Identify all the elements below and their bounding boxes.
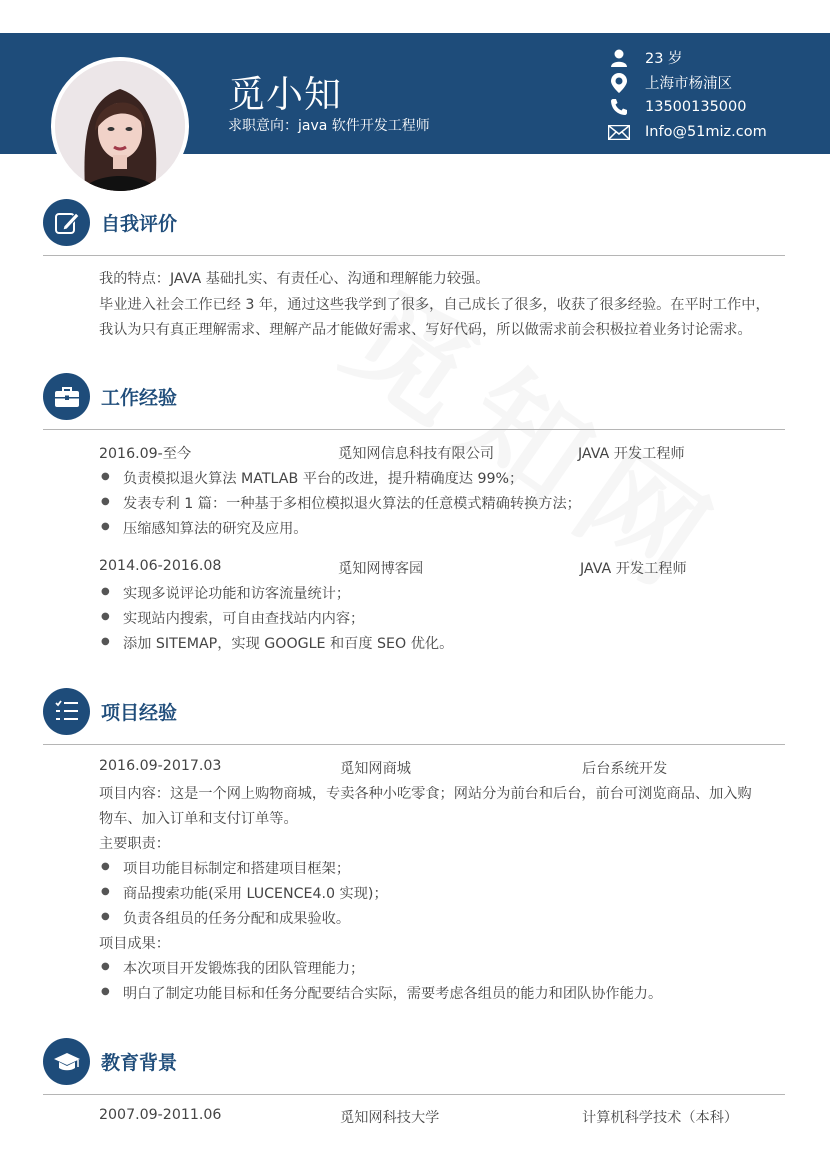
location-pin-icon — [608, 73, 630, 93]
job-role: JAVA 开发工程师 — [578, 446, 685, 462]
job-period: 2014.06-2016.08 — [99, 558, 222, 574]
envelope-icon — [608, 122, 630, 142]
job-role: JAVA 开发工程师 — [580, 561, 687, 577]
graduation-cap-icon — [43, 1038, 90, 1085]
job-intent: 求职意向：java 软件开发工程师 — [228, 118, 430, 134]
checklist-icon — [43, 688, 90, 735]
age-text: 23 岁 — [645, 51, 683, 67]
phone-text: 13500135000 — [645, 99, 747, 115]
age-row — [608, 47, 683, 68]
job-company: 觅知网博客园 — [338, 561, 424, 577]
header-banner — [0, 33, 830, 154]
email-row — [608, 122, 767, 142]
job-period: 2016.09-至今 — [99, 446, 192, 462]
divider — [43, 255, 785, 256]
list-item: ● 添加 SITEMAP，实现 GOOGLE 和百度 SEO 优化。 — [101, 633, 453, 653]
self-eval-line: 我认为只有真正理解需求、理解产品才能做好需求、写好代码，所以做需求前会积极拉着业务讨论需求。 — [99, 322, 752, 338]
list-item: ● 负责模拟退火算法 MATLAB 平台的改进，提升精确度达 99%； — [101, 468, 523, 488]
list-item: ● 明白了制定功能目标和任务分配要结合实际，需要考虑各组员的能力和团队协作能力。 — [101, 983, 662, 1003]
avatar — [51, 57, 189, 195]
results-label: 项目成果： — [99, 936, 170, 952]
pencil-icon — [43, 199, 90, 246]
project-name: 觅知网商城 — [340, 761, 411, 777]
person-icon — [608, 48, 630, 68]
section-title: 项目经验 — [101, 702, 178, 724]
duties-label: 主要职责： — [99, 836, 170, 852]
list-item: ● 实现站内搜索，可自由查找站内内容； — [101, 608, 364, 628]
briefcase-icon — [43, 373, 90, 420]
list-item: ● 压缩感知算法的研究及应用。 — [101, 518, 307, 538]
list-item: ● 商品搜索功能(采用 LUCENCE4.0 实现)； — [101, 883, 388, 903]
project-content: 物车、加入订单和支付订单等。 — [99, 811, 298, 827]
location-text: 上海市杨浦区 — [645, 76, 732, 92]
self-eval-line: 我的特点：JAVA 基础扎实、有责任心、沟通和理解能力较强。 — [99, 271, 490, 287]
phone-row — [608, 97, 746, 117]
list-item: ● 本次项目开发锻炼我的团队管理能力； — [101, 958, 364, 978]
edu-school: 觅知网科技大学 — [340, 1110, 440, 1126]
divider — [43, 1094, 785, 1095]
project-role: 后台系统开发 — [582, 761, 668, 777]
section-education — [43, 1038, 785, 1088]
self-eval-line: 毕业进入社会工作已经 3 年，通过这些我学到了很多，自己成长了很多，收获了很多经验。在平时工作中， — [99, 297, 770, 313]
list-item: ● 项目功能目标制定和搭建项目框架； — [101, 858, 350, 878]
project-content: 项目内容：这是一个网上购物商城，专卖各种小吃零食；网站分为前台和后台，前台可浏览商品、加入购 — [99, 786, 752, 802]
list-item: ● 发表专利 1 篇：一种基于多相位模拟退火算法的任意模式精确转换方法； — [101, 493, 581, 513]
edu-period: 2007.09-2011.06 — [99, 1107, 222, 1123]
job-company: 觅知网信息科技有限公司 — [338, 446, 495, 462]
email-text: Info@51miz.com — [645, 124, 767, 140]
edu-major: 计算机科学技术（本科） — [582, 1110, 739, 1126]
list-item: ● 实现多说评论功能和访客流量统计； — [101, 583, 350, 603]
location-row — [608, 72, 732, 93]
section-project — [43, 688, 785, 738]
list-item: ● 负责各组员的任务分配和成果验收。 — [101, 908, 350, 928]
project-period: 2016.09-2017.03 — [99, 758, 222, 774]
phone-icon — [608, 97, 630, 117]
applicant-name: 觅小知 — [228, 73, 342, 116]
divider — [43, 744, 785, 745]
section-work — [43, 373, 785, 423]
divider — [43, 429, 785, 430]
section-title: 自我评价 — [101, 213, 178, 235]
section-self-eval — [43, 199, 785, 249]
section-title: 工作经验 — [101, 387, 178, 409]
section-title: 教育背景 — [101, 1052, 178, 1074]
